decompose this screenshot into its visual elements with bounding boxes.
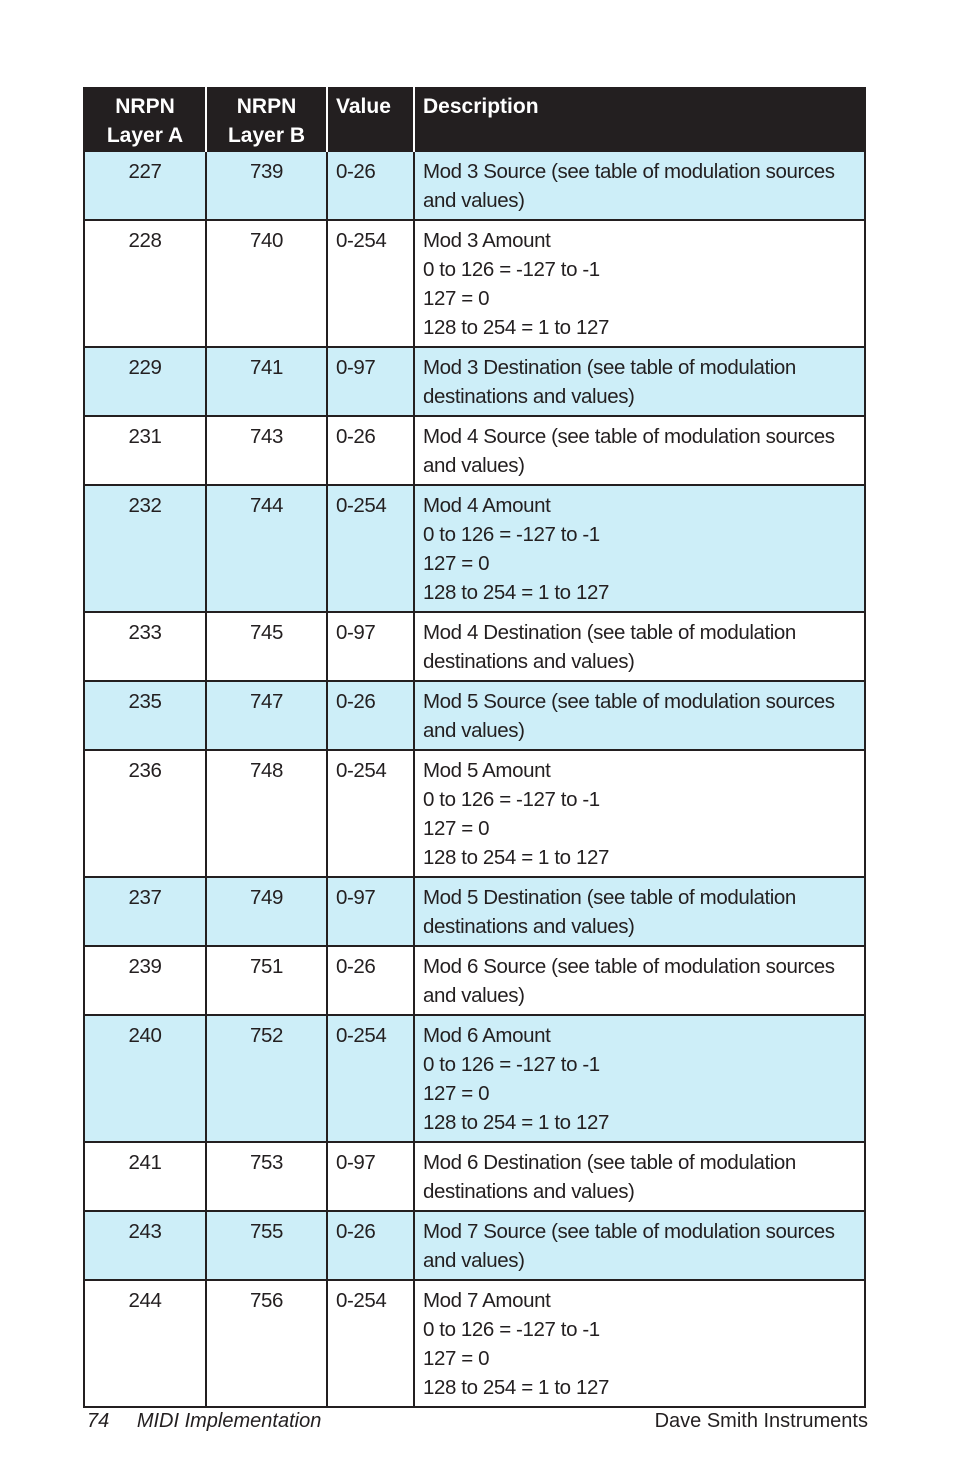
description-line: Mod 6 Amount <box>423 1024 551 1047</box>
description-line: 128 to 254 = 1 to 127 <box>423 316 609 339</box>
header-layer-b-line1: NRPN <box>236 95 297 118</box>
description-line: Mod 7 Source (see table of modulation sources <box>423 1220 835 1243</box>
description-line: Mod 5 Source (see table of modulation sources <box>423 690 835 713</box>
header-layer-a-line2: Layer A <box>106 124 184 147</box>
table-row <box>84 485 865 612</box>
cell-description <box>414 220 865 347</box>
description-line: destinations and values) <box>423 915 635 938</box>
table-row <box>84 220 865 347</box>
cell-value: 0-254 <box>327 220 414 347</box>
cell-value: 0-254 <box>327 485 414 612</box>
cell-nrpn-layer-a: 241 <box>84 1142 206 1211</box>
cell-value: 0-254 <box>327 750 414 877</box>
cell-description <box>414 485 865 612</box>
cell-description <box>414 1280 865 1407</box>
description-line: and values) <box>423 189 525 212</box>
cell-nrpn-layer-b: 745 <box>206 612 327 681</box>
cell-description <box>414 347 865 416</box>
cell-description <box>414 877 865 946</box>
cell-nrpn-layer-a: 235 <box>84 681 206 750</box>
cell-nrpn-layer-a: 227 <box>84 151 206 220</box>
description-line: Mod 6 Source (see table of modulation sources <box>423 955 835 978</box>
description-line: Mod 6 Destination (see table of modulation <box>423 1151 796 1174</box>
cell-nrpn-layer-a: 243 <box>84 1211 206 1280</box>
description-line: Mod 3 Amount <box>423 229 551 252</box>
cell-description <box>414 946 865 1015</box>
description-line: Mod 4 Destination (see table of modulation <box>423 621 796 644</box>
description-line: and values) <box>423 984 525 1007</box>
description-line: 128 to 254 = 1 to 127 <box>423 1111 609 1134</box>
table-row <box>84 1280 865 1407</box>
cell-nrpn-layer-a: 239 <box>84 946 206 1015</box>
description-line: 127 = 0 <box>423 1082 490 1105</box>
description-line: 0 to 126 = -127 to -1 <box>423 1053 600 1076</box>
cell-nrpn-layer-b: 753 <box>206 1142 327 1211</box>
description-line: 127 = 0 <box>423 1347 490 1370</box>
cell-nrpn-layer-a: 244 <box>84 1280 206 1407</box>
table-row <box>84 946 865 1015</box>
cell-nrpn-layer-a: 233 <box>84 612 206 681</box>
header-value: Value <box>327 87 414 151</box>
description-line: Mod 4 Amount <box>423 494 551 517</box>
description-line: and values) <box>423 719 525 742</box>
cell-nrpn-layer-b: 755 <box>206 1211 327 1280</box>
cell-nrpn-layer-b: 752 <box>206 1015 327 1142</box>
cell-nrpn-layer-b: 740 <box>206 220 327 347</box>
cell-value: 0-97 <box>327 612 414 681</box>
header-layer-b-line2: Layer B <box>227 124 306 147</box>
cell-description <box>414 151 865 220</box>
cell-value: 0-97 <box>327 877 414 946</box>
cell-description <box>414 1015 865 1142</box>
page-number: 74 <box>87 1410 110 1432</box>
description-line: 128 to 254 = 1 to 127 <box>423 846 609 869</box>
table-row <box>84 151 865 220</box>
description-line: and values) <box>423 1249 525 1272</box>
cell-nrpn-layer-b: 743 <box>206 416 327 485</box>
cell-value: 0-97 <box>327 1142 414 1211</box>
description-line: 0 to 126 = -127 to -1 <box>423 1318 600 1341</box>
cell-value: 0-26 <box>327 946 414 1015</box>
cell-nrpn-layer-b: 756 <box>206 1280 327 1407</box>
cell-nrpn-layer-b: 749 <box>206 877 327 946</box>
cell-nrpn-layer-b: 748 <box>206 750 327 877</box>
cell-value: 0-254 <box>327 1015 414 1142</box>
description-line: 128 to 254 = 1 to 127 <box>423 1376 609 1399</box>
company-name: Dave Smith Instruments <box>654 1410 868 1432</box>
cell-description <box>414 416 865 485</box>
header-nrpn-layer-a <box>84 87 206 151</box>
cell-nrpn-layer-b: 744 <box>206 485 327 612</box>
cell-description <box>414 612 865 681</box>
description-line: Mod 5 Amount <box>423 759 551 782</box>
table-row <box>84 877 865 946</box>
table-header-row <box>84 87 865 151</box>
nrpn-table <box>83 87 866 1408</box>
cell-value: 0-97 <box>327 347 414 416</box>
cell-nrpn-layer-a: 231 <box>84 416 206 485</box>
cell-nrpn-layer-a: 228 <box>84 220 206 347</box>
cell-nrpn-layer-a: 240 <box>84 1015 206 1142</box>
description-line: Mod 5 Destination (see table of modulation <box>423 886 796 909</box>
description-line: 0 to 126 = -127 to -1 <box>423 523 600 546</box>
table-row <box>84 1142 865 1211</box>
header-layer-a-line1: NRPN <box>115 95 175 118</box>
table-body <box>84 151 865 1407</box>
description-line: 127 = 0 <box>423 287 490 310</box>
cell-nrpn-layer-b: 751 <box>206 946 327 1015</box>
cell-nrpn-layer-a: 229 <box>84 347 206 416</box>
cell-value: 0-26 <box>327 681 414 750</box>
description-line: 0 to 126 = -127 to -1 <box>423 788 600 811</box>
description-line: 127 = 0 <box>423 817 490 840</box>
cell-nrpn-layer-a: 237 <box>84 877 206 946</box>
section-title: MIDI Implementation <box>136 1410 322 1432</box>
description-line: Mod 7 Amount <box>423 1289 551 1312</box>
description-line: Mod 4 Source (see table of modulation sources <box>423 425 835 448</box>
description-line: and values) <box>423 454 525 477</box>
cell-nrpn-layer-a: 232 <box>84 485 206 612</box>
cell-nrpn-layer-b: 739 <box>206 151 327 220</box>
description-line: 127 = 0 <box>423 552 490 575</box>
cell-value: 0-254 <box>327 1280 414 1407</box>
cell-value: 0-26 <box>327 416 414 485</box>
table-row <box>84 1015 865 1142</box>
description-line: destinations and values) <box>423 1180 635 1203</box>
cell-nrpn-layer-b: 747 <box>206 681 327 750</box>
description-line: destinations and values) <box>423 650 635 673</box>
cell-description <box>414 1142 865 1211</box>
cell-nrpn-layer-b: 741 <box>206 347 327 416</box>
cell-nrpn-layer-a: 236 <box>84 750 206 877</box>
cell-value: 0-26 <box>327 1211 414 1280</box>
table-row <box>84 1211 865 1280</box>
cell-description <box>414 681 865 750</box>
description-line: 0 to 126 = -127 to -1 <box>423 258 600 281</box>
description-line: Mod 3 Source (see table of modulation sources <box>423 160 835 183</box>
description-line: destinations and values) <box>423 385 635 408</box>
header-description: Description <box>414 87 865 151</box>
description-line: 128 to 254 = 1 to 127 <box>423 581 609 604</box>
table-row <box>84 681 865 750</box>
table-row <box>84 750 865 877</box>
table-row <box>84 612 865 681</box>
footer-left <box>87 1410 321 1433</box>
table-row <box>84 347 865 416</box>
cell-description <box>414 750 865 877</box>
table-row <box>84 416 865 485</box>
header-nrpn-layer-b <box>206 87 327 151</box>
cell-description <box>414 1211 865 1280</box>
cell-value: 0-26 <box>327 151 414 220</box>
description-line: Mod 3 Destination (see table of modulation <box>423 356 796 379</box>
